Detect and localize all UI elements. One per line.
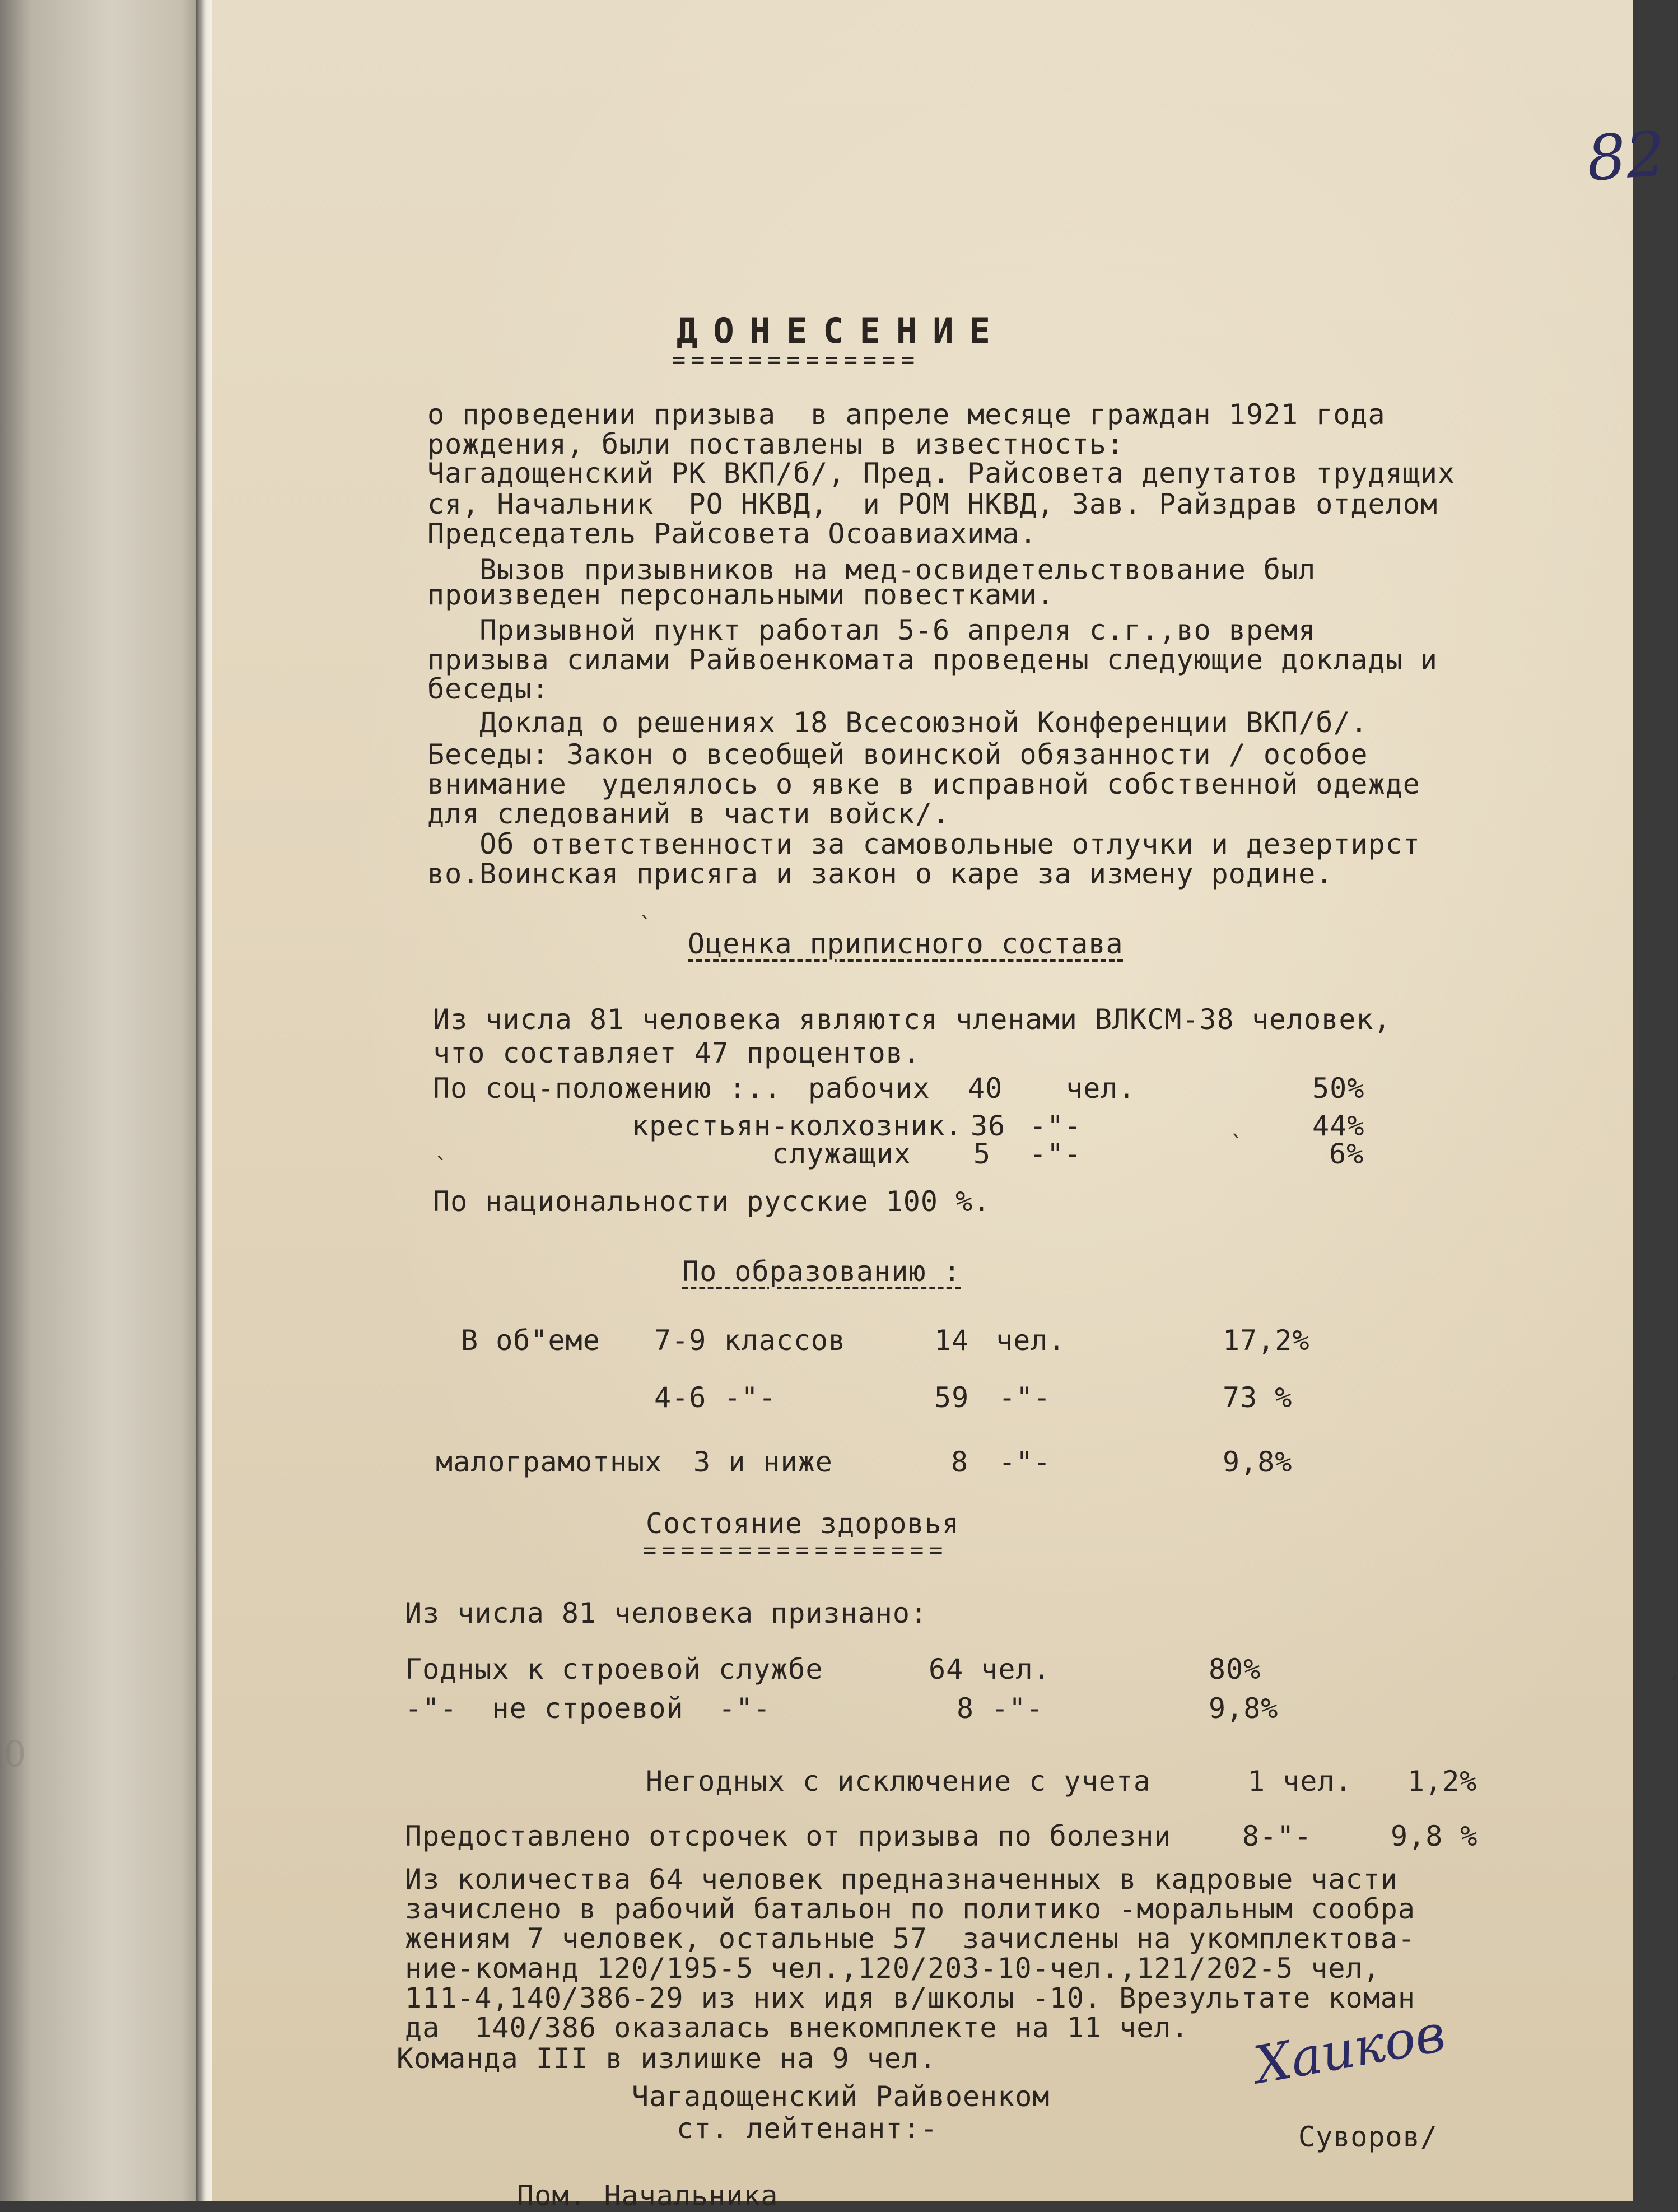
signature-name: Суворов/ [1298,2121,1438,2153]
education-row-grade: 4-6 -"- [654,1381,776,1414]
health-row-label: -"- не строевой -"- [405,1692,771,1725]
body-line-10: Об ответственности за самовольные отлучки и дезертирст [427,828,1420,860]
closing-line-2: зачислено в рабочий батальон по политико -моральным сообра [405,1893,1415,1925]
deferrals-count: 8-"- [1242,1820,1312,1852]
body-line-6: Доклад о решениях 18 Всесоюзной Конференции ВКП/б/. [427,706,1368,739]
document-title: ДОНЕСЕНИЕ [677,310,1006,351]
education-row-count: 59 [934,1381,969,1414]
body-line-1: Вызов призывников на мед-освидетельствование был [427,553,1316,586]
unfit-label: Негодных с исключение с учета [646,1765,1151,1797]
stray-mark: ` [640,913,651,939]
body-line-11: во.Воинская присяга и закон о каре за измену родине. [427,858,1334,890]
social-label: По соц-положению :.. [433,1072,782,1105]
education-row-prefix: малограмотных [436,1446,663,1478]
education-row-count: 8 [951,1446,969,1478]
intro-line-5: Председатель Райсовета Осоавиахима. [427,518,1037,550]
assessment-line-2: что составляет 47 процентов. [433,1037,921,1069]
deferrals-label: Предоставлено отсрочек от призыва по болезни [405,1820,1172,1852]
intro-line-1: о проведении призыва в апреле месяце граждан 1921 года [427,398,1386,431]
signature-rank: ст. лейтенант:- [677,2112,938,2145]
social-row-pct: 44% [1312,1110,1365,1142]
social-row-unit: чел. [1066,1072,1136,1105]
left-page-edge [0,0,202,2201]
page-number: 82 [1584,118,1668,195]
education-row-grade: 3 и ниже [693,1446,833,1478]
education-row-pct: 17,2% [1223,1324,1310,1357]
signature-org: Чагадощенский Райвоенком [632,2080,1050,2113]
closing-line-4: ние-команд 120/195-5 чел.,120/203-10-чел.,121/202-5 чел, [405,1952,1381,1985]
health-underline: ================ [643,1538,949,1563]
health-intro: Из числа 81 человека признано: [405,1597,928,1629]
social-row-label: рабочих [808,1072,930,1105]
social-row-count: 36 [971,1110,1006,1142]
deferrals-pct: 9,8 % [1391,1820,1478,1852]
stray-mark: ` [1231,1131,1242,1157]
unfit-count: 1 чел. [1248,1765,1353,1797]
health-row-count: 64 чел. [929,1653,1051,1685]
book-gutter [196,0,213,2201]
health-row-count: 8 -"- [957,1692,1044,1725]
stray-mark: ` [436,1154,447,1180]
section-heading-education: По образованию : [682,1255,961,1288]
body-line-3: Призывной пункт работал 5-6 апреля с.г.,во время [427,614,1316,646]
health-row-pct: 80% [1209,1653,1261,1685]
intro-line-2: рождения, были поставлены в известность: [427,428,1125,460]
closing-line-1: Из количества 64 человек предназначенных в кадровые части [405,1863,1398,1896]
handwritten-signature: Хаиков [1250,2003,1450,2096]
education-row-pct: 9,8% [1223,1446,1293,1478]
social-row-unit: -"- [1029,1138,1082,1170]
body-line-9: для следований в части войск/. [427,798,950,830]
closing-line-6: да 140/386 оказалась внекомплекте на 11 чел. [405,2011,1189,2044]
social-row-label: служащих [772,1138,911,1170]
social-row-unit: -"- [1029,1110,1082,1142]
nationality-line: По национальности русские 100 %. [433,1185,991,1218]
closing-line-3: жениям 7 человек, остальные 57 зачислены на укомплектова- [405,1922,1415,1955]
body-line-8: внимание уделялось о явке в исправной собственной одежде [427,768,1420,800]
education-row-prefix: В об"еме [461,1324,600,1357]
stray-mark: , [1671,1658,1678,1684]
paper-sheet [212,0,1678,2212]
social-row-pct: 6% [1329,1138,1364,1170]
education-row-count: 14 [934,1324,969,1357]
social-row-label: крестьян-колхозник. [632,1110,963,1142]
social-row-count: 5 [973,1138,991,1170]
section-heading-assessment: Оценка приписного состава [688,928,1124,960]
health-row-pct: 9,8% [1209,1692,1279,1725]
education-row-unit: -"- [999,1446,1051,1478]
closing-line-5: 111-4,140/386-29 из них идя в/школы -10. Врезультате коман [405,1982,1415,2014]
title-underline: ============= [672,347,921,373]
education-row-grade: 7-9 классов [654,1324,846,1357]
social-row-pct: 50% [1312,1072,1365,1105]
intro-line-4: ся, Начальник РО НКВД, и РОМ НКВД, Зав. Райздрав отделом [427,488,1438,520]
closing-line-7: Команда III в излишке на 9 чел. [397,2042,937,2075]
health-row-label: Годных к строевой службе [405,1653,823,1685]
footer-cut-line: Пом. Начальника [517,2180,779,2212]
education-row-unit: -"- [999,1381,1051,1414]
social-row-count: 40 [968,1072,1003,1105]
body-line-4: призыва силами Райвоенкомата проведены следующие доклады и [427,644,1438,676]
bleed-through-mark: 0 [3,1734,26,1775]
body-line-7: Беседы: Закон о всеобщей воинской обязанности / особое [427,738,1368,771]
section-heading-health: Состояние здоровья [646,1507,959,1540]
education-row-unit: чел. [996,1324,1066,1357]
assessment-line-1: Из числа 81 человека являются членами ВЛКСМ-38 человек, [433,1003,1391,1036]
unfit-pct: 1,2% [1407,1765,1477,1797]
intro-line-3: Чагадощенский РК ВКП/б/, Пред. Райсовета депутатов трудящих [427,457,1456,490]
education-row-pct: 73 % [1223,1381,1293,1414]
body-line-2: произведен персональными повестками. [427,579,1055,611]
body-line-5: беседы: [427,673,549,705]
